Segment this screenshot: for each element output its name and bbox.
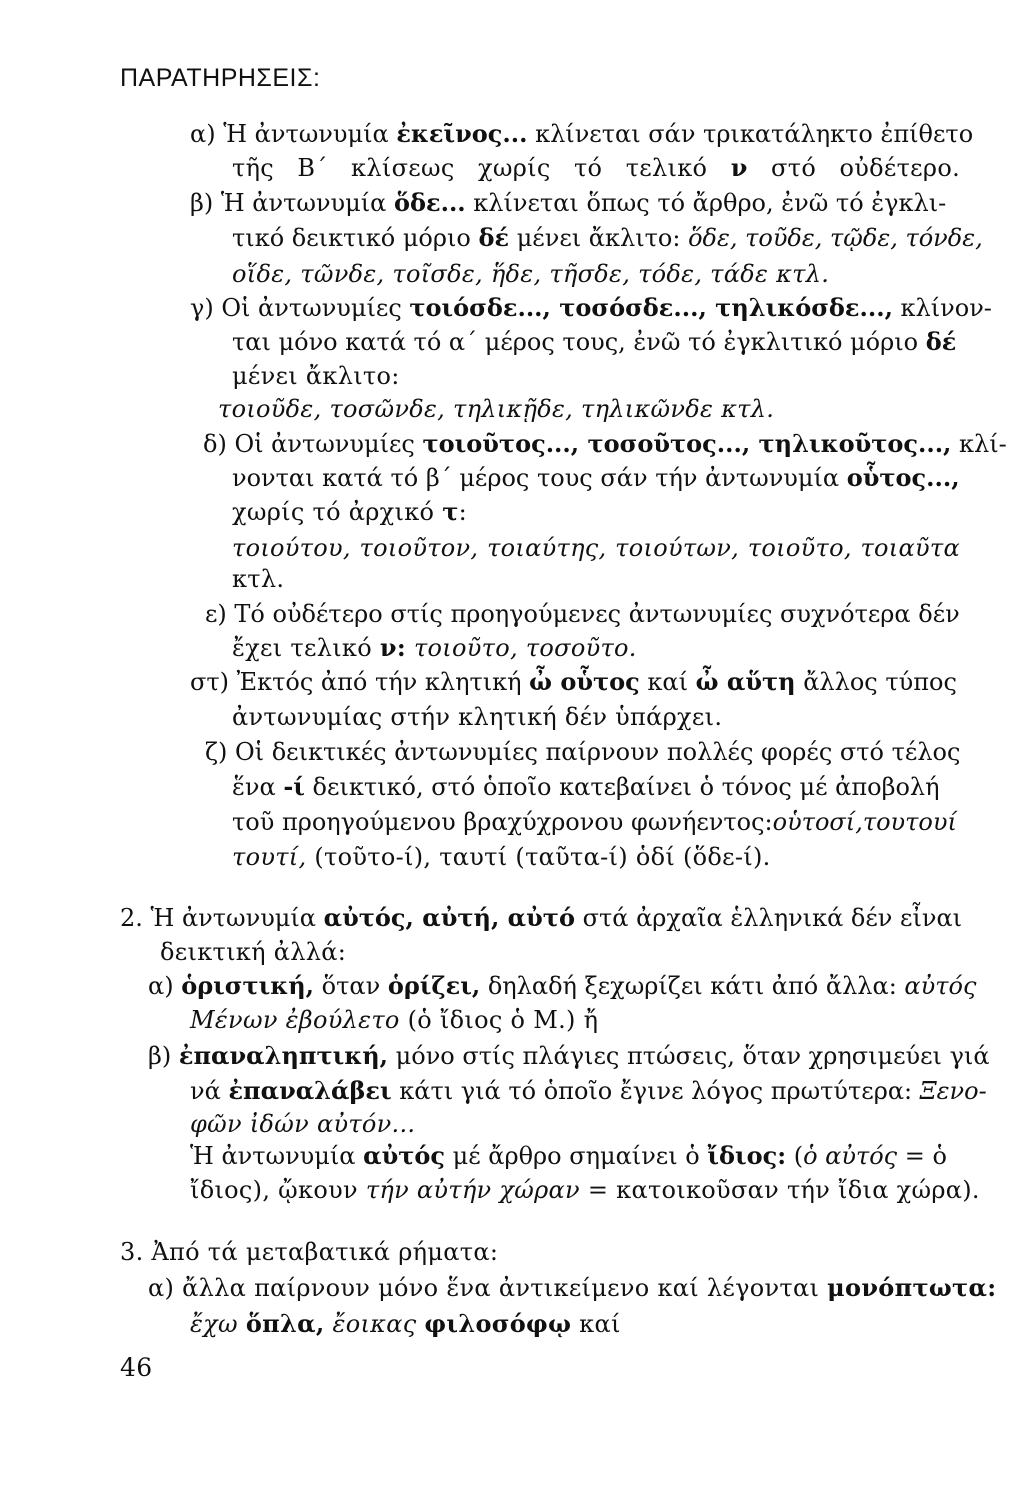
text-run: μέ ἄρθρο σημαίνει ὁ xyxy=(445,1142,708,1170)
text-run: Μένων ἐβούλετο xyxy=(190,1006,400,1034)
text-line xyxy=(190,1308,621,1340)
text-line xyxy=(190,1140,947,1172)
text-line xyxy=(232,563,284,595)
text-run: τοιοῦδε, τοσῶνδε, τηλικῇδε, τηλικῶνδε κτλ. xyxy=(218,395,775,423)
text-line xyxy=(232,532,960,564)
text-line xyxy=(232,152,960,184)
text-line xyxy=(232,222,983,254)
text-run: τουτί, xyxy=(232,843,307,871)
text-line xyxy=(190,118,973,150)
text-run: ἴδιος: xyxy=(707,1141,787,1170)
text-run: ὅδε, τοῦδε, τῷδε, τόνδε, xyxy=(688,224,983,252)
text-run: δ) Οἱ ἀντωνυμίες xyxy=(203,430,423,458)
text-line xyxy=(190,1004,598,1036)
text-run: (τοῦτο-ί), ταυτί (ταῦτα-ί) ὁδί (ὅδε-ί). xyxy=(306,843,771,871)
text-line xyxy=(190,1174,980,1206)
text-run: δέ xyxy=(478,223,510,252)
text-run: οὑτοσί,τουτουί xyxy=(772,808,957,836)
text-run: δηλαδή ξεχωρίζει κάτι ἀπό ἄλλα: xyxy=(480,972,905,1000)
text-run: τοιοῦτος..., τοσοῦτος..., τηλικοῦτος..., xyxy=(422,429,952,458)
text-run: ὦ αὕτη xyxy=(695,667,796,696)
text-run: = ὁ xyxy=(897,1142,947,1170)
text-run: ὦ οὗτος xyxy=(529,667,640,696)
text-run: ὁριστική, xyxy=(181,971,315,1000)
text-run: β) xyxy=(148,1042,179,1070)
text-line xyxy=(232,258,829,290)
text-line xyxy=(205,736,960,768)
text-run: αὐτός xyxy=(904,972,977,1000)
text-run: τοιούτου, τοιοῦτον, τοιαύτης, τοιούτων, τοιοῦτο, τοιαῦτα xyxy=(232,534,960,562)
text-run: α) Ἡ ἀντωνυμία xyxy=(190,120,397,148)
text-line xyxy=(232,701,722,733)
text-run: ἄλλος τύπος xyxy=(795,668,957,696)
text-line xyxy=(190,1108,415,1140)
text-run: α) ἄλλα παίρνουν μόνο ἕνα ἀντικείμενο καί λέγονται xyxy=(148,1274,828,1302)
text-run: μένει ἄκλιτο: xyxy=(232,362,400,390)
text-run: κλίνεται ὅπως τό ἄρθρο, ἐνῶ τό ἐγκλι- xyxy=(465,189,947,217)
text-run: στό οὐδέτερο. xyxy=(747,154,960,182)
text-line xyxy=(232,462,960,494)
text-run: τήν αὐτήν χώραν xyxy=(365,1176,580,1204)
text-run: : xyxy=(458,498,468,526)
text-run: φῶν ἰδών αὐτόν... xyxy=(190,1110,416,1138)
text-run: ὅδε... xyxy=(393,188,466,217)
text-run: κάτι γιά τό ὁποῖο ἔγινε λόγος πρωτύτερα: xyxy=(391,1077,920,1105)
text-run: τικό δεικτικό μόριο xyxy=(232,224,479,252)
text-line xyxy=(232,771,940,803)
text-run: δεικτική ἀλλά: xyxy=(160,938,347,966)
text-line xyxy=(160,936,346,968)
text-run: ἐπαναλάβει xyxy=(228,1076,392,1105)
text-line xyxy=(232,806,957,838)
text-run xyxy=(325,1310,333,1338)
text-run: ε) Τό οὐδέτερο στίς προηγούμενες ἀντωνυμίες συχνότερα δέν xyxy=(205,600,960,628)
text-run: κλίνον- xyxy=(892,294,992,322)
text-line xyxy=(190,187,946,219)
text-run: β) Ἡ ἀντωνυμία xyxy=(190,189,394,217)
text-run: ὅπλα, xyxy=(245,1309,325,1338)
text-run: κλί- xyxy=(951,430,1007,458)
text-line xyxy=(148,1272,996,1304)
text-line xyxy=(218,393,774,425)
text-line xyxy=(190,1075,987,1107)
text-run: ἐκεῖνος... xyxy=(396,119,528,148)
text-run: κλίνεται σάν τρικατάληκτο ἐπίθετο xyxy=(527,120,974,148)
text-run: μένει ἄκλιτο: xyxy=(509,224,689,252)
text-line xyxy=(203,428,1007,460)
text-run: 3. Ἀπό τά μεταβατικά ρήματα: xyxy=(120,1238,499,1266)
text-run: μόνο στίς πλάγιες πτώσεις, ὅταν χρησιμεύει γιά xyxy=(388,1042,990,1070)
text-line xyxy=(190,292,992,324)
text-run: ἴδιος), ᾤκουν xyxy=(190,1176,366,1204)
text-line xyxy=(120,1236,498,1268)
text-run: ἔχω xyxy=(190,1310,238,1338)
text-run: τοιόσδε..., τοσόσδε..., τηλικόσδε..., xyxy=(409,293,893,322)
text-run: κτλ. xyxy=(232,565,285,593)
text-run: ται μόνο κατά τό α΄ μέρος τους, ἐνῶ τό ἐγκλιτικό μόριο xyxy=(232,328,926,356)
text-line xyxy=(232,360,400,392)
text-run xyxy=(238,1310,246,1338)
text-run: μονόπτωτα: xyxy=(827,1273,997,1302)
text-line xyxy=(190,666,957,698)
text-run: δέ xyxy=(925,327,957,356)
text-run: = κατοικοῦσαν τήν ἴδια χώρα). xyxy=(579,1176,980,1204)
text-run: ἐπαναληπτική, xyxy=(178,1041,389,1070)
text-run: ( xyxy=(786,1142,804,1170)
text-run: ὁ αὐτός xyxy=(803,1142,898,1170)
text-run: ν: xyxy=(379,633,407,662)
text-run: 2. Ἡ ἀντωνυμία xyxy=(120,904,324,932)
text-run: χωρίς τό ἀρχικό xyxy=(232,498,443,526)
text-run: νά xyxy=(190,1077,229,1105)
text-run: ἕνα xyxy=(232,773,284,801)
text-run: τῆς Β΄ κλίσεως χωρίς τό τελικό xyxy=(232,154,731,182)
text-line xyxy=(205,598,960,630)
text-run: ἀντωνυμίας στήν κλητική δέν ὑπάρχει. xyxy=(232,703,723,731)
text-line xyxy=(120,902,962,934)
text-run: ἔχει τελικό xyxy=(232,634,380,662)
text-run: γ) Οἱ ἀντωνυμίες xyxy=(190,294,410,322)
text-run: τοιοῦτο, τοσοῦτο. xyxy=(413,634,637,662)
text-run: καί xyxy=(639,668,696,696)
text-line xyxy=(148,970,976,1002)
text-run: α) xyxy=(148,972,182,1000)
text-run: ν xyxy=(730,153,748,182)
text-run: Ἡ ἀντωνυμία xyxy=(190,1142,364,1170)
text-run: νονται κατά τό β΄ μέρος τους σάν τήν ἀντωνυμία xyxy=(232,464,847,492)
text-run: τ xyxy=(442,497,459,526)
text-line xyxy=(232,496,467,528)
text-run: ἔοικας xyxy=(332,1310,417,1338)
text-run: στ) Ἐκτός ἀπό τήν κλητική xyxy=(190,668,530,696)
text-run: οὗτος..., xyxy=(846,463,960,492)
text-line xyxy=(232,841,771,873)
text-run: στά ἀρχαῖα ἑλληνικά δέν εἶναι xyxy=(574,904,963,932)
text-run: Ξενο- xyxy=(919,1077,987,1105)
text-run: (ὁ ἴδιος ὁ Μ.) ἤ xyxy=(399,1006,599,1034)
text-run: καί xyxy=(571,1310,621,1338)
text-run: οἵδε, τῶνδε, τοῖσδε, ἥδε, τῆσδε, τόδε, τάδε κτλ. xyxy=(232,260,830,288)
text-run: ὁρίζει, xyxy=(387,971,481,1000)
text-run xyxy=(406,634,414,662)
text-run: ζ) Οἱ δεικτικές ἀντωνυμίες παίρνουν πολλές φορές στό τέλος xyxy=(205,738,961,766)
page-title: ΠΑΡΑΤΗΡΗΣΕΙΣ: xyxy=(120,64,321,92)
text-line xyxy=(148,1040,990,1072)
text-run: -ί xyxy=(283,772,305,801)
text-line xyxy=(232,326,956,358)
text-run: δεικτικό, στό ὁποῖο κατεβαίνει ὁ τόνος μέ ἀποβολή xyxy=(304,773,940,801)
text-run: αὐτός xyxy=(363,1141,445,1170)
text-run: φιλοσόφῳ xyxy=(424,1309,572,1338)
text-run: αὐτός, αὐτή, αὐτό xyxy=(323,903,575,932)
text-run: τοῦ προηγούμενου βραχύχρονου φωνήεντος: xyxy=(232,808,773,836)
page-number: 46 xyxy=(120,1353,153,1382)
text-line xyxy=(232,632,637,664)
text-run: ὅταν xyxy=(314,972,388,1000)
